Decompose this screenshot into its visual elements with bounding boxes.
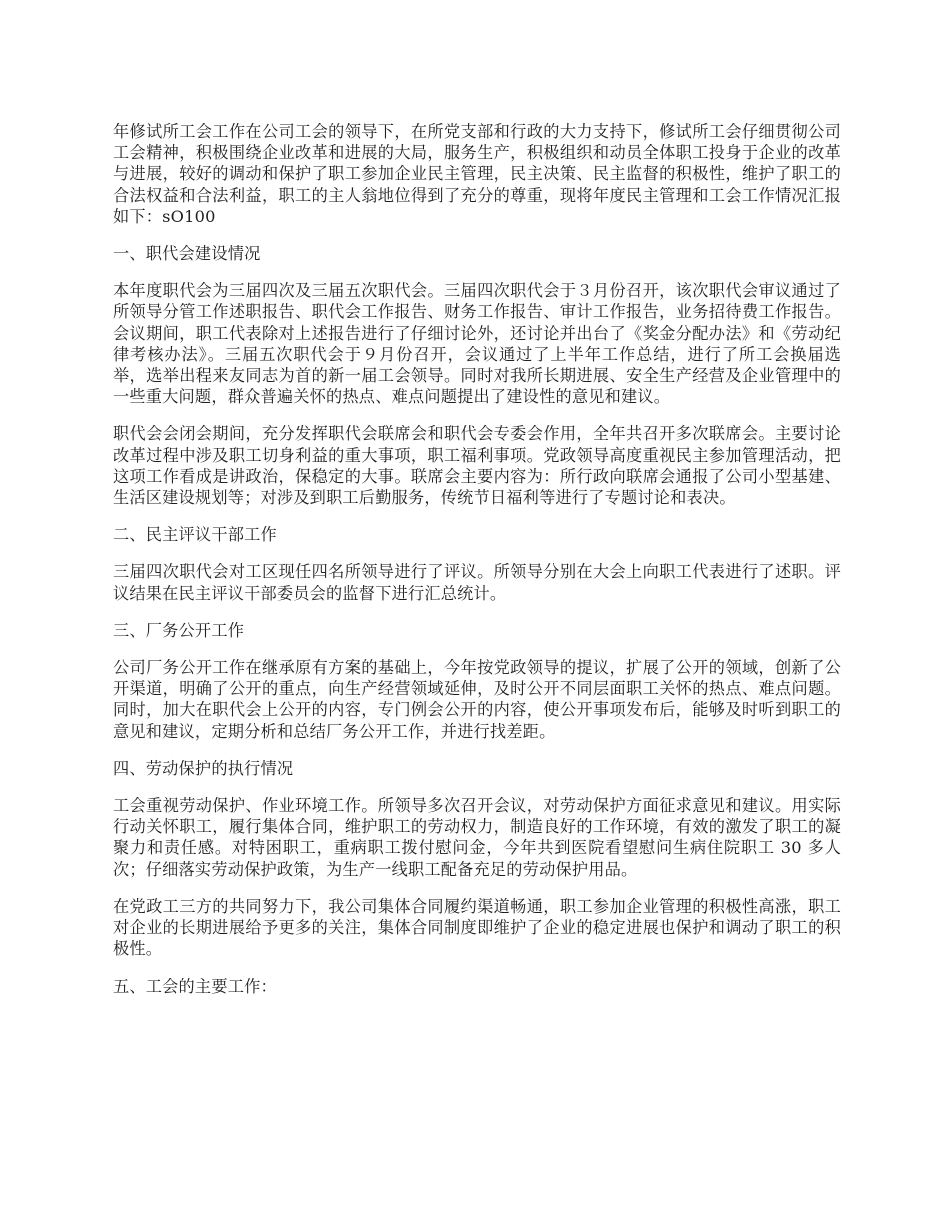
paragraph-collective-contract: 在党政工三方的共同努力下，我公司集体合同履约渠道畅通，职工参加企业管理的积极性高涨，职工对企业的长期进展给予更多的关注，集体合同制度即维护了企业的稳定进展也保护和调动了职工的积极性。 [113,896,841,959]
paragraph-factory-affairs: 公司厂务公开工作在继承原有方案的基础上，今年按党政领导的提议，扩展了公开的领域，创新了公开渠道，明确了公开的重点，向生产经营领域延伸，及时公开不同层面职工关怀的热点、难点问题。同时，加大在职代会上公开的内容，专门例会公开的内容，使公开事项发布后，能够及时听到职工的意见和建议，定期分析和总结厂务公开工作，并进行找差距。 [113,658,841,741]
section-heading-workers-congress: 一、职代会建设情况 [113,244,261,264]
paragraph-labor-protection: 工会重视劳动保护、作业环境工作。所领导多次召开会议，对劳动保护方面征求意见和建议。用实际行动关怀职工，履行集体合同，维护职工的劳动权力，制造良好的工作环境，有效的激发了职工的凝聚力和责任感。对特困职工，重病职工拨付慰问金，今年共到医院看望慰问生病住院职工 30 多人次；仔细落实劳动保护政策，为生产一线职工配备充足的劳动保护用品。 [113,796,841,879]
intro-paragraph: 年修试所工会工作在公司工会的领导下，在所党支部和行政的大力支持下，修试所工会仔细贯彻公司工会精神，积极围绕企业改革和进展的大局，服务生产，积极组织和动员全体职工投身于企业的改革与进展，较好的调动和保护了职工参加企业民主管理，民主决策、民主监督的积极性，维护了职工的合法权益和合法利益，职工的主人翁地位得到了充分的尊重，现将年度民主管理和工会工作情况汇报如下：sO100 [113,122,841,226]
section-heading-cadre-evaluation: 二、民主评议干部工作 [113,525,277,545]
paragraph-cadre-evaluation: 三届四次职代会对工区现任四名所领导进行了评议。所领导分别在大会上向职工代表进行了述职。评议结果在民主评议干部委员会的监督下进行汇总统计。 [113,562,841,603]
section-heading-union-work: 五、工会的主要工作： [113,976,277,996]
document-body [113,121,841,1013]
paragraph-congress-recess: 职代会会闭会期间，充分发挥职代会联席会和职代会专委会作用，全年共召开多次联席会。主要讨论改革过程中涉及职工切身利益的重大事项，职工福利事项。党政领导高度重视民主参加管理活动，把这项工作看成是讲政治，保稳定的大事。联席会主要内容为：所行政向联席会通报了公司小型基建、生活区建设规划等；对涉及到职工后勤服务，传统节日福利等进行了专题讨论和表决。 [113,424,841,508]
section-heading-factory-affairs: 三、厂务公开工作 [113,620,245,640]
paragraph-workers-congress: 本年度职代会为三届四次及三届五次职代会。三届四次职代会于３月份召开，该次职代会审议通过了所领导分管工作述职报告、职代会工作报告、财务工作报告、审计工作报告，业务招待费工作报告。会议期间，职工代表除对上述报告进行了仔细讨论外，还讨论并出台了《奖金分配办法》和《劳动纪律考核办法》。三届五次职代会于９月份召开，会议通过了上半年工作总结，进行了所工会换届选举，选举出程来友同志为首的新一届工会领导。同时对我所长期进展、安全生产经营及企业管理中的一些重大问题，群众普遍关怀的热点、难点问题提出了建设性的意见和建议。 [113,281,841,407]
section-heading-labor-protection: 四、劳动保护的执行情况 [113,758,294,778]
